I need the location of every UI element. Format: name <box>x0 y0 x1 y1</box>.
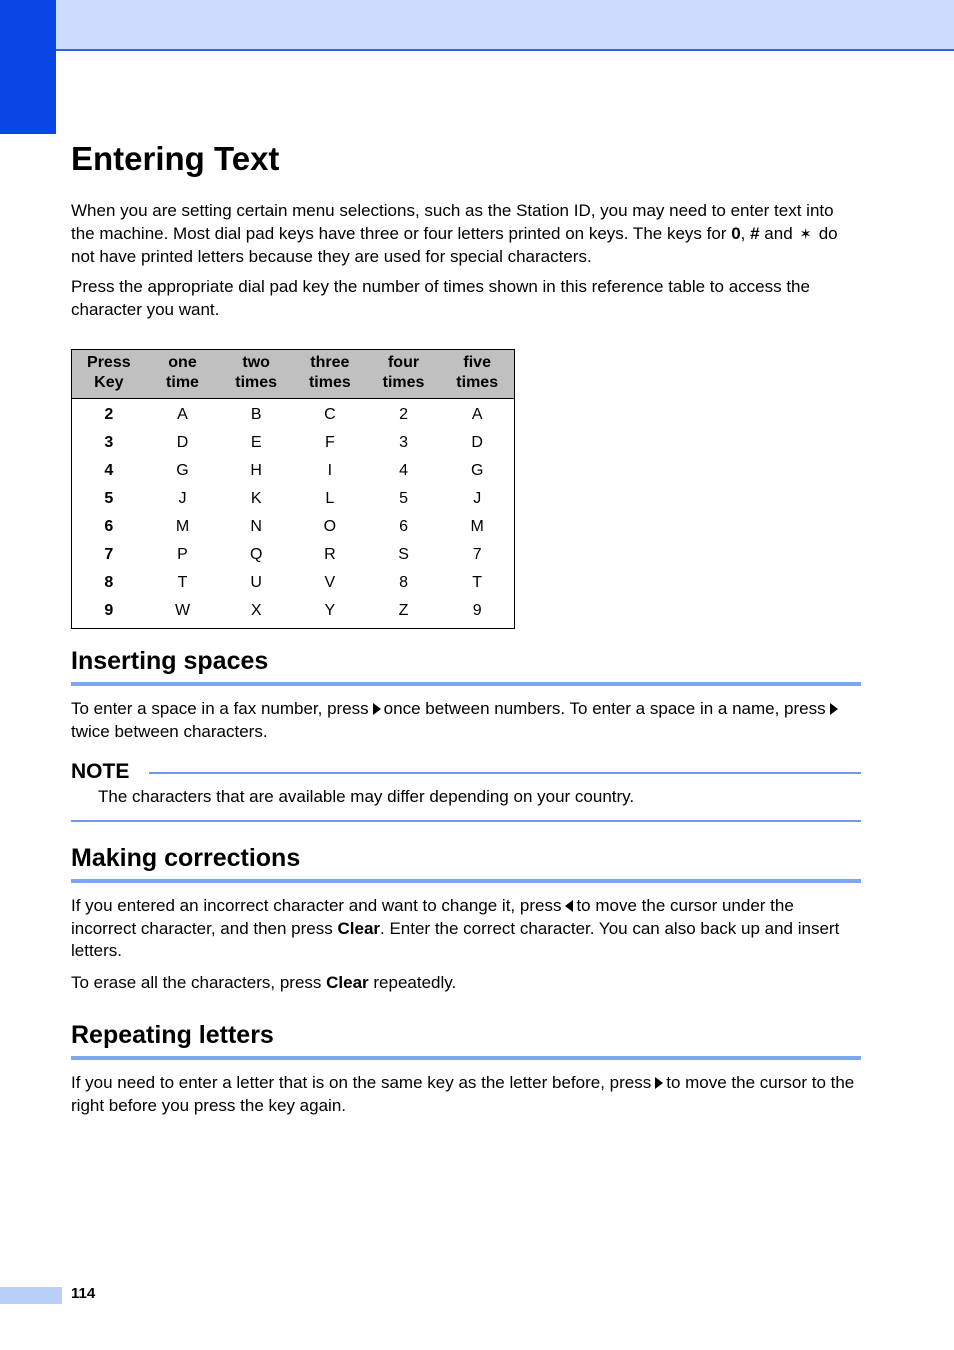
clear-key-label: Clear <box>337 918 381 938</box>
section-title-inserting-spaces: Inserting spaces <box>71 647 269 675</box>
character-cell: J <box>178 490 187 507</box>
table-row <box>72 597 514 625</box>
intro-text-a: When you are setting certain menu selections, such as the Station ID, you may need to enter text into the machine. Most dial pad keys have three or four letters printed on keys. The keys for <box>71 201 834 243</box>
header-line: times <box>456 374 499 391</box>
table-header-cell <box>367 350 441 398</box>
key-cell: 4 <box>104 462 114 479</box>
character-cell: V <box>324 574 336 591</box>
table-row <box>72 401 514 429</box>
table-row <box>72 457 514 485</box>
character-cell: 4 <box>399 462 408 479</box>
key-cell: 3 <box>104 434 114 451</box>
table-header-cell <box>219 350 293 398</box>
inserting-spaces-text-3: twice between characters. <box>71 721 268 741</box>
inserting-spaces-paragraph <box>71 698 861 743</box>
section-rule <box>71 1056 861 1060</box>
intro-text-b: do not have printed letters because they are used for special characters. <box>71 223 838 266</box>
character-cell: X <box>250 602 262 619</box>
table-row <box>72 513 514 541</box>
left-arrow-icon <box>565 900 573 912</box>
character-cell: O <box>323 518 337 535</box>
key-zero: 0 <box>731 223 741 243</box>
table-header <box>72 350 514 399</box>
header-line: five <box>463 354 491 371</box>
corrections-text-1: If you entered an incorrect character and want to change it, press <box>71 896 562 915</box>
corrections-text-3: . Enter the correct character. You can also back up and insert letters. <box>71 918 840 960</box>
star-key-icon: ✶ <box>799 225 812 243</box>
header-line: times <box>308 374 351 391</box>
character-cell: 6 <box>399 518 408 535</box>
table-body <box>72 399 514 628</box>
header-line: times <box>382 374 425 391</box>
instruction-paragraph: Press the appropriate dial pad key the number of times shown in this reference table to access the character you want. <box>71 277 810 319</box>
character-cell: Y <box>324 602 336 619</box>
table-row <box>72 541 514 569</box>
corrections-text-2: to move the cursor under the incorrect character, and then press <box>71 896 794 938</box>
repeating-text-1: If you need to enter a letter that is on the same key as the letter before, press <box>71 1073 652 1092</box>
chapter-tab <box>0 0 56 134</box>
footer-tab <box>0 1287 62 1304</box>
note-divider-top <box>149 772 861 774</box>
right-arrow-icon <box>655 1077 663 1089</box>
table-header-cell <box>72 350 146 398</box>
header-band <box>56 0 954 51</box>
intro-and: and <box>759 223 798 243</box>
character-cell: U <box>250 574 262 591</box>
character-cell: 7 <box>472 546 482 563</box>
character-cell: E <box>250 434 262 451</box>
character-cell: D <box>471 434 483 451</box>
character-cell: D <box>176 434 189 451</box>
character-cell: N <box>250 518 262 535</box>
making-corrections-paragraph <box>71 895 861 963</box>
table-header-cell <box>440 350 514 398</box>
header-line: two <box>242 354 270 371</box>
character-cell: G <box>176 462 189 479</box>
table-row <box>72 485 514 513</box>
table-header-cell <box>293 350 367 398</box>
section-rule <box>71 879 861 883</box>
intro-comma: , <box>740 223 751 243</box>
intro-paragraph <box>71 200 861 269</box>
character-cell: A <box>177 406 188 423</box>
key-cell: 2 <box>104 406 114 423</box>
key-cell: 9 <box>104 602 114 619</box>
character-cell: 2 <box>399 406 408 423</box>
header-line: Press <box>87 354 131 371</box>
table-row <box>72 429 514 457</box>
character-cell: K <box>250 490 262 507</box>
erase-text-a: To erase all the characters, press <box>71 973 327 992</box>
header-line: one <box>168 354 197 371</box>
inserting-spaces-text-2: once between numbers. To enter a space in a name, press <box>383 699 826 718</box>
character-cell: M <box>175 518 190 535</box>
character-cell: J <box>473 490 482 507</box>
inserting-spaces-text-1: To enter a space in a fax number, press <box>71 699 369 718</box>
character-cell: W <box>174 602 191 619</box>
character-cell: R <box>324 546 336 563</box>
character-cell: F <box>324 434 335 451</box>
character-cell: L <box>325 490 335 507</box>
section-rule <box>71 682 861 686</box>
character-cell: P <box>177 546 188 563</box>
page-number: 114 <box>71 1285 96 1302</box>
character-cell: T <box>472 574 483 591</box>
character-cell: Z <box>398 602 409 619</box>
character-cell: I <box>327 462 333 479</box>
character-cell: C <box>324 406 336 423</box>
character-cell: 9 <box>472 602 482 619</box>
key-cell: 5 <box>104 490 114 507</box>
character-cell: 3 <box>399 434 408 451</box>
header-line: four <box>387 354 420 371</box>
character-cell: 5 <box>399 490 408 507</box>
character-cell: G <box>470 462 484 479</box>
character-cell: H <box>250 462 262 479</box>
character-cell: M <box>470 518 484 535</box>
repeating-letters-paragraph <box>71 1072 861 1117</box>
right-arrow-icon <box>373 703 381 715</box>
repeating-text-2: to move the cursor to the right before you press the key again. <box>71 1073 855 1115</box>
key-hash: # <box>750 223 760 243</box>
header-line: three <box>310 354 350 371</box>
clear-key-label: Clear <box>326 973 369 992</box>
header-line: Key <box>94 374 124 391</box>
right-arrow-icon <box>830 703 838 715</box>
key-cell: 8 <box>104 574 114 591</box>
note-divider-bottom <box>71 820 861 822</box>
character-cell: 8 <box>399 574 408 591</box>
table-row <box>72 569 514 597</box>
character-cell: T <box>177 574 188 591</box>
key-cell: 6 <box>104 518 114 535</box>
table-header-cell <box>146 350 220 398</box>
character-cell: S <box>398 546 409 563</box>
section-title-making-corrections: Making corrections <box>71 844 301 872</box>
character-cell: Q <box>249 546 263 563</box>
header-line: times <box>235 374 278 391</box>
key-reference-table <box>71 349 515 629</box>
note-text: The characters that are available may differ depending on your country. <box>98 787 635 806</box>
page-title: Entering Text <box>71 140 280 177</box>
header-line: time <box>166 374 199 391</box>
character-cell: A <box>471 406 483 423</box>
erase-text-b: repeatedly. <box>368 973 457 992</box>
section-title-repeating-letters: Repeating letters <box>71 1021 274 1049</box>
character-cell: B <box>250 406 262 423</box>
erase-paragraph <box>71 972 861 995</box>
key-cell: 7 <box>104 546 114 563</box>
note-label: NOTE <box>71 760 130 783</box>
